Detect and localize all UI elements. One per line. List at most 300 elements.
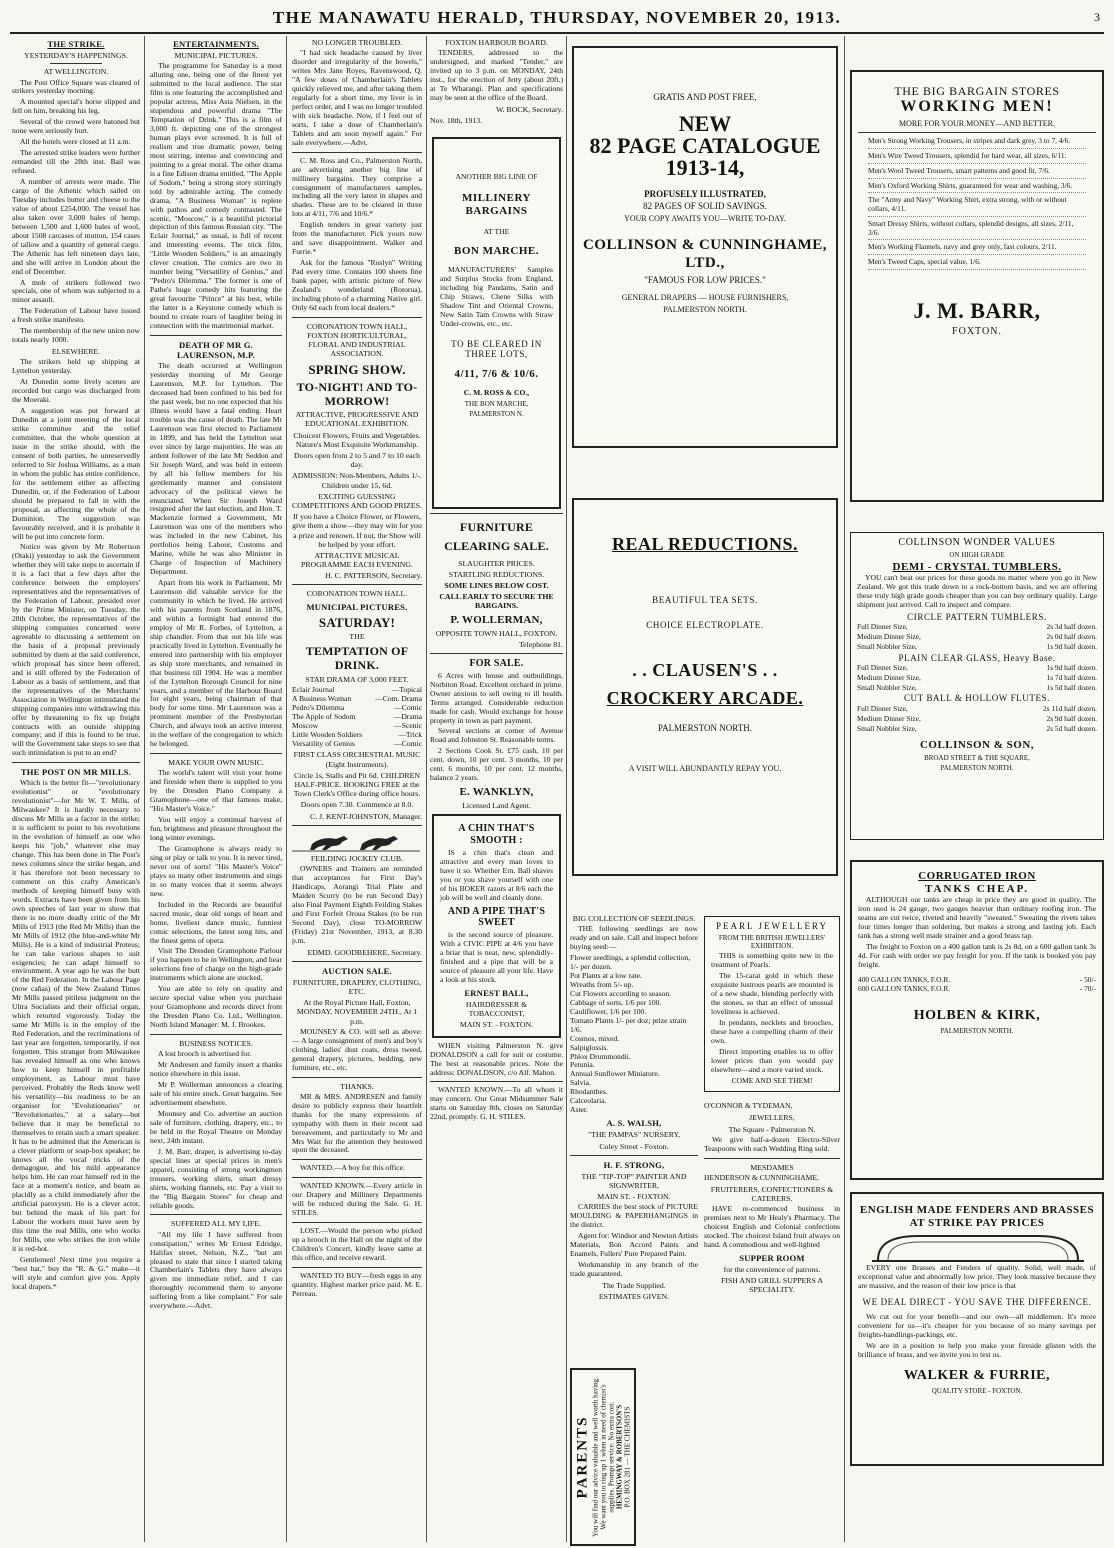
seedling-item: Tomato Plants 1/- per doz; prize strain 1/6. <box>570 1015 687 1034</box>
paragraph: We cut out for your benefit—and our own—all middlemen. It's more convenient for us—it's cheaper for you because of so many savings per freights-handlings-packings, etc. <box>858 1312 1096 1340</box>
tumbler-section-name: CIRCLE PATTERN TUMBLERS. <box>907 611 1047 622</box>
tumblers-town: PALMERSTON NORTH. <box>940 764 1014 773</box>
millinery-ad <box>432 137 561 509</box>
catalogue-line: 82 PAGES OF SOLID SAVINGS. <box>643 201 767 212</box>
parents-text: You will find our advice valuable and well worth having. We want you to ring up 1 when in need of chemist's supplies. Prompt service. No extra cost. <box>591 1377 616 1537</box>
column-rule <box>286 36 287 1542</box>
tumbler-price-row <box>857 674 1097 683</box>
strong-name: H. F. STRONG, <box>603 1159 665 1170</box>
barr-motto: MORE FOR YOUR MONEY—AND BETTER. <box>899 119 1055 129</box>
pictures-title: TEMPTATION OF DRINK. <box>305 644 409 673</box>
paragraph: C. M. Ross and Co., Palmerston North, are advertising another big line of millinery bargains. They comprise a consignment of manufacturers samples, including all the very latest in shapes and shades. These are to be cleared in three lots at 4/11, 7/6 and 10/6.* <box>292 155 422 219</box>
paragraph: The Post Office Square was cleared of strikers yesterday morning. <box>12 77 140 96</box>
clausen-title: REAL REDUCTIONS. <box>611 534 799 554</box>
pearl-see: COME AND SEE THEM! <box>731 1075 813 1085</box>
spring-show-ad <box>292 322 422 581</box>
tumbler-price-row <box>857 684 1097 693</box>
tumbler-price: 2s 0d half dozen. <box>1046 632 1097 642</box>
paragraph: A mounted special's horse slipped and fell on him, breaking his leg. <box>12 97 140 116</box>
paragraph: THIS is something quite new in the treatment of Pearls. <box>711 951 833 970</box>
ball-role: HAIRDRESSER & TOBACCONIST, <box>465 1000 528 1019</box>
barr-item: Smart Dressy Shirts, without collars, splendid designs, all sizes, 2/11, 3/6. <box>868 220 1086 240</box>
walsh-name: A. S. WALSH, <box>606 1118 662 1129</box>
barr-town: FOXTON. <box>952 325 1002 337</box>
barr-title: WORKING MEN! <box>900 98 1054 116</box>
programme-type: —Topical <box>391 684 422 694</box>
paragraph: CARRIES the best stock of PICTURE MOULDING & PAPERHANGINGS in the district. <box>570 1202 698 1230</box>
column-rule <box>566 36 567 1542</box>
seedling-item: Pot Plants at a low rate. <box>570 970 642 980</box>
seedling-item: Rhodanthes. <box>570 1087 608 1097</box>
paragraph: Direct importing enables us to offer lower prices than you would pay elsewhere—and a more varied stock. <box>711 1046 833 1074</box>
paragraph: MOUNSEY & CO. will sell as above:— A large consignment of men's and boy's clothing, ladies' dust coats, dress tweed, general drapery, pictures, bedding, new furniture, etc., etc. <box>292 1026 422 1072</box>
barr-ad <box>850 70 1104 502</box>
programme-title: Versatility of Genius <box>292 738 355 748</box>
tumbler-price-row <box>857 633 1097 642</box>
paragraph: Several of the crowd were batoned but none were seriously hurt. <box>12 117 140 136</box>
harbour-date: Nov. 18th, 1913. <box>430 116 483 126</box>
tank-size: 600 GALLON TANKS, F.O.R. <box>858 984 951 994</box>
tumbler-size: Small Nobbler Size, <box>857 682 917 692</box>
tumbler-size: Medium Dinner Size, <box>857 672 921 682</box>
pearl-ad <box>704 916 840 1092</box>
clausen-town: PALMERSTON NORTH. <box>658 722 752 733</box>
programme-type: —Comic <box>394 702 422 712</box>
seedling-item: Cabbage of sorts, 1/6 per 100. <box>570 997 662 1007</box>
paragraph: English tenders in great variety just from the manufacturer. Pick yours now and save disappointment. Walker and Furrie.* <box>292 220 422 257</box>
paragraph: The arrested strike leaders were further remanded till the 28th inst. Bail was refused. <box>12 148 140 176</box>
pictures-star: STAR DRAMA OF 3,000 FEET. <box>305 674 409 684</box>
paragraph: J. M. Barr, draper, is advertising to-day special lines at special prices in men's apparel, consisting of strong workingmen trousers, working shirts, smart dressy shirts, working flannels, etc. Pay a visit to the "Big Bargain Stores" for cheap and reliable goods. <box>150 1146 282 1210</box>
clearing-name: P. WOLLERMAN, <box>450 613 543 626</box>
barr-list <box>858 137 1096 269</box>
seedling-item: Cut Flowers according to season. <box>570 988 672 998</box>
seedling-item: Salvia. <box>570 1078 591 1088</box>
catalogue-line: GRATIS AND POST FREE, <box>653 92 757 102</box>
clearing-line: STARTLING REDUCTIONS. <box>448 569 545 579</box>
tumbler-price-row <box>857 715 1097 724</box>
tumbler-size: Small Nobbler Size, <box>857 641 917 651</box>
harbour-signature: W. BOCK, Secretary. <box>496 104 563 114</box>
show-line: Doors open from 2 to 5 and 7 to 10 each day. <box>293 451 421 470</box>
seedling-item: Phlox Drummondii. <box>570 1051 631 1061</box>
fenders-ad <box>850 1192 1104 1466</box>
tumbler-size: Small Nobbler Size, <box>857 723 917 733</box>
tumblers-firm: COLLINSON & SON, <box>919 739 1035 752</box>
show-line: EXCITING GUESSING COMPETITIONS AND GOOD PRIZES. <box>292 491 422 510</box>
barr-name: J. M. BARR, <box>913 297 1041 323</box>
henderson-pre: MESDAMES <box>750 1162 794 1172</box>
tank-price-row <box>858 985 1096 994</box>
classified: LOST.—Would the person who picked up a brooch in the Hall on the night of the Children's Concert, kindly leave same at this office, and receive reward. <box>292 1226 422 1263</box>
tumbler-section-name: CUT BALL & HOLLOW FLUTES. <box>903 693 1051 704</box>
tumbler-price: 1s 7d half dozen. <box>1046 672 1097 682</box>
catalogue-motto: "FAMOUS FOR LOW PRICES." <box>644 274 766 285</box>
tumblers-address: BROAD STREET & THE SQUARE, <box>924 754 1030 763</box>
strike-heading: THE STRIKE. <box>47 39 105 49</box>
parents-tag: P.O. BOX 281 — THE CHEMISTS <box>623 1406 632 1508</box>
paragraph: 6 Acres with house and outbuildings, Norbiton Road. Excellent orchard in prime. Owner anxious to sell owing to ill health. Terms arranged. Considerable reduction made for cash. Would exchange for house property in town as part payment. <box>430 670 563 725</box>
pictures-doors: Doors open 7.30. Commence at 8.0. <box>300 800 414 810</box>
catalogue-ad <box>572 46 838 448</box>
paragraph: Apart from his work in Parliament, Mr Laurenson did valuable service for the community in which he lived. He arrived with his parents from Scotland in 1876, and within a fortnight had entered the employ of Mr R. Forbes, of Lyttelton, a ship chandler. From that out his life was practically lived in Lyttelton. Eventually he entered into partnership with his employer as ship store merchants, and remained in that business till 1904. He was a member of the Lyttelton Borough Council for nine years, and a member of the Harbour Board for eight years, being chairman of that body for some time. Mr Laurenson was a prominent member of the Presbyterian Church, and always took an active interest in the welfare of the congregation to which he belonged. <box>150 578 282 749</box>
tank-price-row <box>858 976 1096 985</box>
tumbler-size: Full Dinner Size, <box>857 663 908 673</box>
clearing-line: SOME LINES BELOW COST. <box>444 581 549 591</box>
programme-list <box>292 686 422 749</box>
seedlings-column <box>570 912 698 1303</box>
column-rule <box>144 36 145 1542</box>
programme-title: Pedro's Dilemma <box>292 702 345 712</box>
show-line: Choicest Flowers, Fruits and Vegetables. Nature's Most Exquisite Workmanship. <box>293 430 421 449</box>
paragraph: Included in the Records are beautiful sacred music, dear old songs of heart and home, liveliest dance music, funniest comic selections, the latest song hits, and the finest gems of opera. <box>150 899 282 945</box>
tumbler-price: 1s 5d half dozen. <box>1046 682 1097 692</box>
programme-type: —Drama <box>393 711 422 721</box>
strong-role: THE "TIP-TOP" PAINTER AND SIGNWRITER, <box>581 1171 687 1191</box>
tumblers-sub: ON HIGH GRADE <box>949 550 1005 559</box>
programme-type: —Comic <box>394 738 422 748</box>
pearl-from: FROM THE BRITISH JEWELLERS' EXHIBITION. <box>718 933 826 950</box>
tumbler-price-row <box>857 643 1097 652</box>
tanks-heading: CORRUGATED IRON <box>918 870 1036 882</box>
paragraph: The Federation of Labour have issued a fresh strike manifesto. <box>12 306 140 325</box>
paragraph: The membership of the new union now totals nearly 1000. <box>12 326 140 345</box>
mills-heading: THE POST ON MR MILLS. <box>20 767 132 778</box>
fenders-tag: QUALITY STORE - FOXTON. <box>931 1386 1023 1395</box>
seedling-item: Cauliflower, 1/6 per 100. <box>570 1006 647 1016</box>
tank-price: - 50/- <box>1079 974 1096 984</box>
show-dates: TO-NIGHT! AND TO-MORROW! <box>296 379 418 409</box>
programme-type: —Scenic <box>394 720 422 730</box>
jockey-club-ad <box>292 830 422 957</box>
pictures-day: SATURDAY! <box>318 614 396 630</box>
paragraph: YOU can't beat our prices for these goods no matter where you go in New Zealand. We got this trade down to a rock-bottom basis, and we are offering these truly high grade goods cheaper than you can buy ordinary quality. Large shipment just arrived. Call to inspect and compare. <box>857 573 1097 609</box>
paragraph: A mob of strikers followed two specials, one of whom was subjected to a minor assault. <box>12 277 140 305</box>
tumbler-price: 2s 11d half dozen. <box>1043 704 1097 714</box>
programme-title: The Apple of Sodom <box>292 711 356 721</box>
seedling-item: Annual Sunflower Miniature. <box>570 1069 660 1079</box>
jewellery-column <box>704 916 840 1297</box>
tumblers-title: DEMI - CRYSTAL TUMBLERS. <box>892 561 1062 574</box>
column-6 <box>848 36 1106 1542</box>
classified: WHEN visiting Palmerston N. give DONALDSON a call for suit or costume. The best at reasonable prices. Note the address: DONALDSON, c/o Alf. Mahon. <box>430 1040 563 1077</box>
paragraph: "All my life I have suffered from constipation," writes Mr Ernest Edridge, Halifax street, Nelson, N.Z., "but am pleased to state that since I started taking Chamberlain's Tablets they have always given me immediate relief, and I can thoroughly recommend them to anyone suffering from a like complaint." For sale everywhere.—Advt. <box>150 1229 282 1311</box>
seedling-item: Petunia. <box>570 1060 595 1070</box>
paragraph: Mr P. Wollerman announces a clearing sale of his entire stock. Great bargains. See advertisement elsewhere. <box>150 1080 282 1108</box>
programme-row <box>292 740 422 749</box>
clearing-title: FURNITURE CLEARING SALE. <box>444 520 549 554</box>
seedling-item: Aster. <box>570 1105 588 1115</box>
paragraph: Workmanship in any branch of the trade guaranteed. <box>570 1260 698 1279</box>
seedling-list <box>570 954 698 1115</box>
paragraph: HAVE re-commenced business in premises next to Mr Healy's Pharmacy. The choicest English and Colonial confections stocked. The choicest Island fruit always on hand. A commodious and well-lighted <box>704 1204 840 1250</box>
classified: WANTED TO BUY—fresh eggs in any quantity. Highest market price paid. M. E. Perreau. <box>292 1271 422 1298</box>
show-line: ATTRACTIVE MUSICAL PROGRAMME EACH EVENING. <box>301 550 413 570</box>
paragraph: EVERY one Brasses and Fenders of quality. Solid, well made, of exceptional value and abnormally low price. They look massive because they are massive, and the reason of their low price is that <box>858 1262 1096 1290</box>
paragraph: Agent for: Windsor and Newton Artists Materials, Bon Accord Paints and Enamels, Fullers' Pure Prepared Paint. <box>570 1231 698 1259</box>
column-2 <box>150 36 282 1542</box>
henderson-role: FRUITERERS, CONFECTIONERS & CATERERS. <box>710 1184 834 1204</box>
paragraph: ALTHOUGH our tanks are cheap in price they are good in quality. The iron used is 24 gauge, two gauges heavier than ordinary roofing iron. The seams are cut twice, riveted and heavily "sweated." Sweating the rivets takes four times longer than soldering, but makes a strong and lasting job. Each tank has a strong well made strainer and a good brass tap. <box>858 894 1096 940</box>
parents-firm: HEMINGWAY & ROBERTSON'S <box>615 1404 624 1510</box>
paragraph: is the second source of pleasure. With a CIVIC PIPE at 4/6 you have a briar that is neat, new, splendidly-finished and a pipe that will be a source of pleasure all your life. Have a look at his stock. <box>440 930 553 984</box>
tumblers-ad <box>850 532 1104 840</box>
column-3 <box>292 36 422 1542</box>
pearl-heading: PEARL JEWELLERY <box>716 921 828 931</box>
tanks-firm: HOLBEN & KIRK, <box>913 1008 1041 1024</box>
clearing-address: OPPOSITE TOWN HALL, FOXTON. <box>435 628 558 638</box>
parents-ad <box>570 1368 636 1546</box>
auction-where: At the Royal Picture Hall, Foxton, MONDAY, NOVEMBER 24TH., At 1 p.m. <box>296 998 418 1026</box>
oconnor-role: JEWELLERS, <box>749 1113 795 1123</box>
millinery-place: THE BON MARCHE, <box>464 399 529 408</box>
show-line: ADMISSION: Non-Members, Adults 1/-. Children under 15, 6d. <box>292 471 422 490</box>
parents-brand: PARENTS <box>574 1415 591 1499</box>
millinery-town: PALMERSTON N. <box>469 410 524 419</box>
for-sale-role: Licensed Land Agent. <box>462 801 531 811</box>
barr-item: Men's Oxford Working Shirts, guaranteed for wear and washing, 3/6. <box>868 182 1086 194</box>
programme-title: Moscow <box>292 720 319 730</box>
tanks-heading-2: TANKS CHEAP. <box>924 882 1030 895</box>
paragraph: OWNERS and Trainers are reminded that acceptances for First Day's Handicaps, Aorangi Trial Plate and Maiden Scurry (to be run Second Day) also Final Payment Eighth Feilding Stakes and First Forfeit Oroua Stakes (to be run Second Day), close TO-MORROW (Friday) 21st November, 1913, at 8.30 p.m. <box>292 863 422 945</box>
chin-ad <box>432 814 561 1037</box>
clearing-line: SLAUGHTER PRICES. <box>458 558 535 568</box>
auction-sub: FURNITURE, DRAPERY, CLOTHING, ETC. <box>292 977 422 997</box>
barr-line: THE BIG BARGAIN STORES <box>894 84 1060 98</box>
clausen-arcade: CROCKERY ARCADE. <box>606 687 804 708</box>
paragraph: A lost brooch is advertised for. <box>158 1049 252 1059</box>
seedling-item: Cosmos, mixed. <box>570 1033 620 1043</box>
millinery-cleared: TO BE CLEARED IN THREE LOTS, <box>451 338 542 360</box>
page-number: 3 <box>1094 10 1100 24</box>
paragraph: A suggestion was put forward at Dunedin at a joint meeting of the local strike committee and the relief committee, that the whole question at issue in the strike should, with the consent of both parties, be unreservedly referred to Sir Joshua Williams, as a man in whom the public has entire confidence, for the settlement either as affecting Dunedin, or, if the Federation of Labour should be prepared to fall in with the proposal, as affecting the whole of the Dominion. The suggestion was favourably received, and it is probable it will be put into concrete form. <box>12 406 140 541</box>
seedling-item: Flower seedlings, a splendid collection, 1/- per dozen. <box>570 953 691 971</box>
chin-heading: A CHIN THAT'S SMOOTH : <box>458 823 535 847</box>
music-heading: MAKE YOUR OWN MUSIC. <box>168 758 264 768</box>
catalogue-new: NEW <box>678 110 732 136</box>
tank-size: 400 GALLON TANKS, F.O.R. <box>858 974 951 984</box>
paragraph: A number of arrests were made. The cargo of the Athenic which sailed on Tuesday includes butter and cheese to the value of about £254,000. The vessel has also taken over 3,000 bales of hemp, between 1,500 and 1,600 bales of wool, about 1508 carcases of mutton, 154 cases of tallow and a quantity of general cargo. The Athenic has left nineteen days late, and she will arrive in London about the end of December. <box>12 177 140 276</box>
tumbler-price: 2s 5d half dozen. <box>1046 723 1097 733</box>
paragraph: The death occurred at Wellington yesterday morning of Mr George Laurenson, M.P. for Lyttelton. The deceased had been confined to his bed for the past week, but no one expected that his illness would have a fatal ending. Heart trouble was the cause of death. The late Mr Laurenson was first elected to Parliament in 1899, and has held the Lyttelton seat ever since by large majorities. He was an ardent follower of the late Mr Seddon and Sir Joseph Ward, and was held in esteem by all his fellow members for his gentlemanly manner and consistent advocacy of the political views he enunciated. When Sir Joseph Ward resigned after the last election, and Hon. T. Mackenzie formed a Government, Mr Laurenson was one of the members who was included in the new Cabinet, his portfolios being Labour, Customs and Marine, while he was also Minister in Charge of Inspection of Machinery Department. <box>150 361 282 577</box>
barr-item: Men's Strong Working Trousers, in stripes and dark grey, 3 to 7, 4/6. <box>868 137 1086 149</box>
paragraph: Ask for the famous "Roslyn" Writing Pad every time. Contains 100 sheets fine bank paper, with artistic picture of New Zealand's wonderland (Rotorua), including photo of a charming Native girl. Only 6d each from local dealers.* <box>292 258 422 312</box>
henderson-convenience: for the convenience of patrons. <box>723 1265 821 1275</box>
classified: WANTED KNOWN.—Every article in our Drapery and Millinery Departments will be reduced during the Sale. G. H. STILES. <box>292 1181 422 1218</box>
paragraph: Notice was given by Mr Robertson (Otaki) yesterday to ask the Government whether they will take steps to ascertain if it is a fact that a few days after the conference between the employers' representatives and the representatives of the Federation of Labour, presided over by the Prime Minister, on Tuesday, the 28th October, the representatives of the shipping companies concerned were agreeable to discussing a settlement on the basis of a proposal previously submitted by them at the said conference, which proposal has since been offered, and is still offered by the Federation of Labour as a basis of settlement, and that the representatives of the Merchants' Association in Wellington intimidated the shipping companies into withdrawing this offer by threatening to fix up freight contracts with an outside shipping company; and if this is found to be true, will the Government take steps to see that such intimidation is put to an end? <box>12 542 140 758</box>
tumbler-price-row <box>857 664 1097 673</box>
strong-supplied: The Trade Supplied. <box>602 1281 666 1291</box>
paragraph: 2 Sections Cook St. £75 cash, 10 per cent. down, 10 per cent. 3 months, 10 per cent. 6 months, 10 per cent. 12 months, balance 2 years. <box>430 746 563 783</box>
paragraph: "I had sick headache caused by liver disorder and irregularity of the bowels," writes Mrs Jane Royes, Ravenswood, Q. "A few doses of Chamberlain's Tablets quickly relieved me, and after taking them regularly for a short time, my liver is in perfect order, and I was no longer troubled with sick headache. Now, if I feel out of sorts, I take a dose of Chamberlain's Tablets and am soon myself again." For sale everywhere.—Advt. <box>292 48 422 147</box>
paragraph: Mounsey and Co. advertise an auction sale of furniture, clothing, drapery, etc., to be held in the Royal Theatre on Monday next, 24th instant. <box>150 1108 282 1145</box>
thanks-heading: THANKS. <box>340 1081 374 1091</box>
tumbler-price-row <box>857 705 1097 714</box>
paragraph: MANUFACTURERS' Samples and Surplus Stocks from England, including big Pandams, Satin and Chip Straws, Chene Silks with Shadow Tint and Oriental Crowns, New Satin Tam Crowns with Straw Under-crowns, etc., etc. <box>440 265 553 328</box>
column-rule <box>844 36 845 1542</box>
clearing-sale-ad <box>430 518 563 649</box>
column-5 <box>570 36 840 1542</box>
municipal-pictures-heading: MUNICIPAL PICTURES. <box>174 51 258 61</box>
programme-title: Little Wooden Soldiers <box>292 729 363 739</box>
classified: WANTED.—A boy for this office. <box>300 1163 405 1173</box>
tumbler-price: 2s 3d half dozen. <box>1046 622 1097 632</box>
henderson-name: HENDERSON & CUNNINGHAME, <box>704 1172 819 1182</box>
tanks-ad <box>850 860 1104 1180</box>
paragraph: Gentlemen! Next time you require a "best hat," buy the "R. & G." make—it will style and comfort give you. Apply local drapers.* <box>12 1254 140 1291</box>
millinery-line: AT THE <box>483 227 510 237</box>
clausen-ad <box>572 498 838 876</box>
show-signature: H. C. PATTERSON, Secretary. <box>325 571 422 581</box>
millinery-title: MILLINERY BARGAINS <box>462 192 531 218</box>
paragraph: The strikers held up shipping at Lyttelton yesterday. <box>12 357 140 376</box>
jockey-heading: FEILDING JOCKEY CLUB. <box>310 853 404 863</box>
wellington-heading: AT WELLINGTON. <box>43 67 109 77</box>
column-4 <box>430 36 563 1542</box>
strong-address: MAIN ST. - FOXTON. <box>597 1192 671 1202</box>
tumbler-size: Full Dinner Size, <box>857 704 908 714</box>
paragraph: TENDERS, addressed to the undersigned, and marked "Tender," are invited up to 3 p.m. on MONDAY, 24th inst., for the erection of Jetty (about 20ft.) at Te Wharangi. Plan and specifications may be seen at the office of the Board. <box>430 48 563 102</box>
paragraph: Visit The Dresden Gramophone Parlour if you happen to be in Wellington, and hear selections free of charge on the high-grade instruments which alone are stocked. <box>150 946 282 983</box>
programme-type: —Com. Drama <box>375 693 422 703</box>
for-sale-heading: FOR SALE. <box>469 657 524 669</box>
tumbler-size: Medium Dinner Size, <box>857 632 921 642</box>
auction-ad <box>292 966 422 1073</box>
millinery-line: ANOTHER BIG LINE OF <box>455 172 538 182</box>
show-title: SPRING SHOW. <box>308 361 406 377</box>
catalogue-town: PALMERSTON NORTH. <box>663 304 747 314</box>
strike-subheading: YESTERDAY'S HAPPENINGS. <box>24 51 128 61</box>
strike-body <box>12 79 140 346</box>
tumbler-size: Full Dinner Size, <box>857 622 908 632</box>
paragraph: Several sections at corner of Avenue Road and Johnston St. Reasonable terms. <box>430 726 563 745</box>
clausen-name: . . CLAUSEN'S . . <box>632 660 778 681</box>
business-notices-heading: BUSINESS NOTICES. <box>179 1039 253 1049</box>
clausen-line: BEAUTIFUL TEA SETS. <box>652 595 758 606</box>
paragraph: Mr Andresen and family insert a thanks notice elsewhere in this issue. <box>150 1060 282 1079</box>
jockey-signature: EDMD. GOODBEHERE, Secretary. <box>307 947 422 957</box>
barr-item: Men's Tweed Caps, special value, 1/6. <box>868 258 1086 270</box>
tumbler-price-row <box>857 623 1097 632</box>
death-heading: DEATH OF MR G. LAURENSON, M.P. <box>176 339 256 361</box>
paragraph: The world's talent will visit your home and fireside when there is supplied to you by the Dresden Piano Company a Gramophone—one of that famous make, "His Master's Voice." <box>150 768 282 814</box>
walsh-address: Coley Street - Foxton. <box>599 1141 669 1151</box>
paragraph: IS a chin that's clean and attractive and every man loves to have it so. Whether Ern. Ball shaves you or you shave yourself with one of his BOKER razors at 8/6 each the job will be well and cleanly done. <box>440 847 553 902</box>
for-sale-ad <box>430 658 563 810</box>
tumbler-sections <box>857 612 1097 733</box>
tanks-town: PALMERSTON NORTH. <box>940 1026 1014 1035</box>
suffered-heading: SUFFERED ALL MY LIFE. <box>171 1219 261 1229</box>
fenders-firm: WALKER & FURRIE, <box>903 1368 1051 1384</box>
seedling-item: Calceolaria. <box>570 1096 607 1106</box>
tumblers-heading: COLLINSON WONDER VALUES <box>898 537 1056 548</box>
strong-estimates: ESTIMATES GIVEN. <box>598 1292 670 1302</box>
paragraph: The Gramophone is always ready to sing or play or talk to you. It is never tired, never out of sorts! "His Master's Voice" plays so many other instruments and sings in so many voices that it seems always new. <box>150 844 282 898</box>
henderson-room: SUPPER ROOM <box>739 1252 805 1263</box>
oconnor-address: The Square - Palmerston N. <box>728 1124 816 1134</box>
for-sale-name: E. WANKLYN, <box>459 786 534 799</box>
show-heading: CORONATION TOWN HALL, FOXTON HORTICULTURAL, FLORAL AND INDUSTRIAL ASSOCIATION. <box>306 321 408 359</box>
paragraph: MR & MRS. ANDRESEN and family desire to publicly express their heartfelt thanks for the many expressions of sympathy with them in their recent sad bereavement, and particularly to Mr and Mrs Wait for the attention they bestowed upon the deceased. <box>292 1091 422 1155</box>
pictures-heading: MUNICIPAL PICTURES. <box>306 601 408 612</box>
clearing-line: CALL EARLY TO SECURE THE BARGAINS. <box>439 592 554 611</box>
paragraph: THE following seedlings are now ready and on sale. Call and inspect before buying seed:— <box>570 924 698 952</box>
racehorse-icon <box>292 830 420 852</box>
tank-price: - 70/- <box>1079 984 1096 994</box>
harbour-heading: FOXTON HARBOUR BOARD. <box>445 38 548 47</box>
barr-item: Men's Wool Tweed Trousers, smart patterns and good fit, 7/6. <box>868 167 1086 179</box>
pictures-the: THE <box>349 632 365 642</box>
tumbler-price-row <box>857 725 1097 734</box>
entertainments-heading: ENTERTAINMENTS. <box>173 39 259 49</box>
no-longer-troubled-heading: NO LONGER TROUBLED. <box>311 38 403 47</box>
paragraph: All the hotels were closed at 11 a.m. <box>20 137 131 147</box>
newspaper-title: THE MANAWATU HERALD, THURSDAY, NOVEMBER 20, 1913. <box>272 8 842 27</box>
classified: WANTED KNOWN.—To all whom it may concern. Our Great Midsummer Sale starts on Saturday 8th, closes on Saturday 22nd, promptly. G. H. STILES. <box>430 1085 563 1122</box>
seedling-item: Wreaths from 5/- up. <box>570 979 634 989</box>
tumbler-price: 1s 9d half dozen. <box>1046 663 1097 673</box>
catalogue-trade: GENERAL DRAPERS — HOUSE FURNISHERS, <box>621 293 789 303</box>
oconnor-name: O'CONNOR & TYDEMAN, <box>704 1101 793 1111</box>
pipe-heading: AND A PIPE THAT'S SWEET <box>447 905 546 929</box>
millinery-prices: 4/11, 7/6 & 10/6. <box>454 367 539 380</box>
catalogue-line: PROFUSELY ILLUSTRATED, <box>644 188 766 199</box>
pictures-music: FIRST CLASS ORCHESTRAL MUSIC (Eight Instruments). <box>293 750 421 769</box>
paragraph: The 15-carat gold in which these exquisite lustrous pearls are mounted is of a new shade, blending perfectly with the stones, so that an effect of unusual loveliness is achieved. <box>711 971 833 1016</box>
catalogue-firm: COLLINSON & CUNNINGHAME, LTD., <box>582 237 828 271</box>
paragraph: We give half-a-dozen Electro-Silver Teaspoons with each Wedding Ring sold. <box>704 1134 840 1153</box>
barr-item: Men's Working Flannels, navy and grey only, fast colours, 2/11. <box>868 243 1086 255</box>
tumbler-price: 2s 9d half dozen. <box>1046 713 1097 723</box>
clausen-visit: A VISIT WILL ABUNDANTLY REPAY YOU. <box>628 763 782 773</box>
catalogue-year: 1913-14, <box>665 154 745 180</box>
fenders-heading: ENGLISH MADE FENDERS AND BRASSES AT STRIKE PAY PRICES <box>859 1204 1095 1229</box>
ball-address: MAIN ST. - FOXTON. <box>459 1020 534 1030</box>
tumbler-section-name: PLAIN CLEAR GLASS, Heavy Base. <box>898 652 1056 663</box>
millinery-store: BON MARCHE. <box>454 245 539 258</box>
programme-title: Eclair Journal <box>292 684 335 694</box>
clearing-telephone: Telephone 81. <box>518 639 563 649</box>
masthead <box>10 4 1104 34</box>
pictures-signature: C. J. KENT-JOHNSTON, Manager. <box>310 811 422 821</box>
pictures-prices: Circle 1s, Stalls and Pit 6d. CHILDREN HALF-PRICE. BOOKING FREE at the Town Clerk's Office during office hours. <box>293 770 421 799</box>
pictures-venue: CORONATION TOWN HALL. <box>306 589 408 599</box>
seedlings-heading: BIG COLLECTION OF SEEDLINGS. <box>572 914 696 923</box>
paragraph: You are able to rely on quality and secure special value when you purchase your Gramophone and records direct from the Dresden Piano Co. Ltd., Wellington. North Island Manager: M. J. Brookes. <box>150 984 282 1030</box>
seedling-item: Salpiglossis. <box>570 1042 609 1052</box>
catalogue-line: YOUR COPY AWAITS YOU—WRITE TO-DAY. <box>624 213 786 223</box>
programme-type: —Trick <box>398 729 422 739</box>
column-rule <box>426 36 427 1542</box>
walsh-nursery: "THE PAMPAS" NURSERY, <box>587 1130 681 1140</box>
fender-icon <box>858 1230 1098 1264</box>
paragraph: The programme for Saturday is a most alluring one, being one of the finest yet submitted to the local audience. The star film is one featuring the accomplished and popular actress, Miss Asta Nielsen, in the stupendous and powerful drama "The Temptation of Drink." This is a film of 3,000 ft. depicting one of the strongest human plays ever screened. It is full of realism and true dramatic power, being most stirring, intense and convincing and pointing to a great moral. The other drama is a fine Edison drama entitled, "The Apple of Sodom," being a strong story stirringly told by admirable acting. The comedy drama, "A Business Woman" is replete with pathos and comedy contrasted. The scenic, "Moscow," is a beautiful pictorial depiction of this famous Russian city. "The Eclair Journal," as usual, is full of recent and interesting events. The trick film, "Little Wooden Soldiers," is an amazingly clever creation. The comics are two in number being "Versatility of Genius," and "Pedro's Dilemma." The former is one of Pathe's huge comedy hits featuring the great favourite "Prince" at his best, while the latter is a Keystone comedy which is bound to create roars of laughter being in connection with the matrimonial market. <box>150 61 282 330</box>
fenders-deal: WE DEAL DIRECT - YOU SAVE THE DIFFERENCE. <box>862 1296 1092 1307</box>
show-line: ATTRACTIVE, PROGRESSIVE AND EDUCATIONAL EXHIBITION. <box>295 410 419 429</box>
paragraph: Which is the better fit—"revolutionary evolutionist" or "evolutionary revolutionist"—for Mr W. T. Mills, of Milwaukee? It is hardly necessary to discuss Mr Mills as a factor in the strike; it is sufficient to point to his revolutions in the evolution of himself as one who keeps his "job," whatever else may change. This has been done in The Post's news columns since the strike began, and it has therefore not been necessary to comment on this crafty American's methods of keeping himself busy with words. Extracts have been given from his own speeches of last year to show that there is no more deadly critic of the Mr Mills of 1913 (the Red Mr Mills) than the Mr Mills of 1912 (the blue-and-white Mr Mills). He is a kind of industrial Proteus; he can take various shapes to suit exigencies; he can adapt himself to environment. A year ago he was the butt of the Red Federation. In the Labour Page (now cañas) of the New Zealand Times Mr Mills passed pitiless judgment on the Ultra Socialists and their official organ, which retorted vigorously. Today the same Mr Mills is in the employ of the Red Federation, and the recriminations of last year are forgotten, temporarily, if not forgotten. This stranger from Milwaukee has revealed himself as one who knows how to keep himself in profitable employment, as Labour must have perceived. Probably the Reds know well his versatility—his readiness to be an organiser for "Evolutionaries" or "Revolutionaries," at a salary—but believe that it may be beneficial to themselves to retain such a smart speaker. It has to be admitted that the American is a clever platform or soap-box speaker; he knows all the vocal tricks of the demagogue, and his mild appearance helps him. He can roar himself red in the face at a moment's notice, and beam as placidly as a child immediately after the artificial paroxysm. He is a clever actor, but behind the mask of his part for Labour the workers must have seen by this time the real Mills, one who works for Mills, one who strikes the iron while it is red-hot. <box>12 778 140 1254</box>
tumbler-price: 1s 9d half dozen. <box>1046 641 1097 651</box>
barr-item: Men's Wire Tweed Trousers, splendid for hard wear, all sizes, 6/11. <box>868 152 1086 164</box>
municipal-pictures-ad <box>292 589 422 820</box>
clausen-line: CHOICE ELECTROPLATE. <box>646 619 764 630</box>
auction-heading: AUCTION SALE. <box>322 965 392 976</box>
column-1 <box>12 36 140 1542</box>
ball-name: ERNEST BALL, <box>464 987 529 998</box>
catalogue-title: 82 PAGE CATALOGUE <box>589 132 821 158</box>
paragraph: You will enjoy a continual harvest of fun, brightness and pleasure throughout the long winter evenings. <box>150 815 282 843</box>
millinery-firm: C. M. ROSS & CO., <box>463 387 530 397</box>
paragraph: The freight to Foxton on a 400 gallon tank is 2s 8d, on a 600 gallon tank 3s 4d. For cash with order we pay freight for you. If the tank is booked you pay freight. <box>858 941 1096 969</box>
